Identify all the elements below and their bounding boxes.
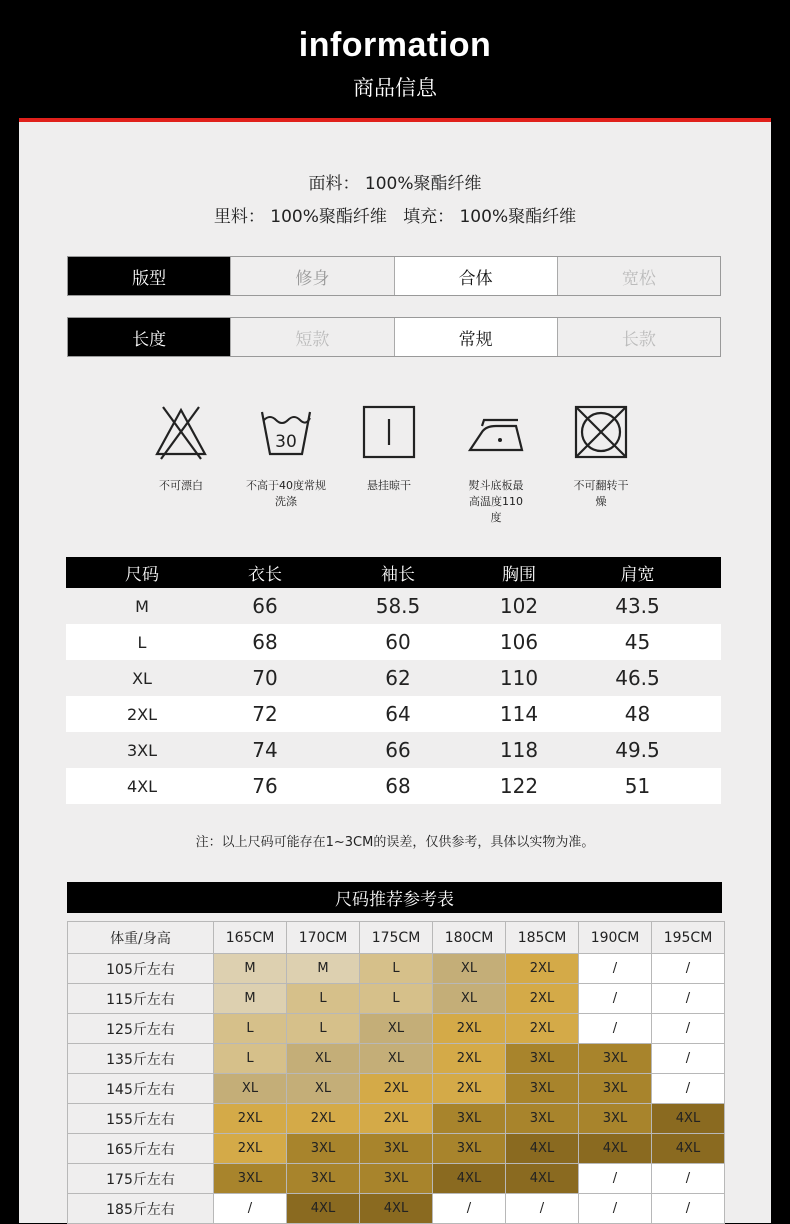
size-cell: /	[652, 1194, 725, 1224]
care-label: 不高于40度常规洗涤	[246, 479, 326, 508]
size-cell: 2XL	[433, 1074, 506, 1104]
header-cell: 尺码	[125, 565, 159, 585]
length-option-regular: 常规	[394, 318, 557, 356]
table-cell: 118	[499, 738, 539, 762]
size-cell: /	[433, 1194, 506, 1224]
size-cell: 3XL	[360, 1134, 433, 1164]
table-cell: 68	[385, 774, 411, 798]
length-option-short: 短款	[230, 318, 393, 356]
size-cell: /	[652, 1014, 725, 1044]
header-cell: 袖长	[381, 565, 415, 585]
size-cell: 2XL	[433, 1014, 506, 1044]
table-row	[66, 660, 721, 696]
size-cell: XL	[214, 1074, 287, 1104]
size-cell: 3XL	[433, 1134, 506, 1164]
table-row	[68, 1194, 725, 1224]
size-cell: 2XL	[506, 954, 579, 984]
page-subtitle: 商品信息	[353, 76, 437, 100]
size-cell: 3XL	[506, 1104, 579, 1134]
size-cell: 2XL	[506, 984, 579, 1014]
size-cell: 4XL	[360, 1194, 433, 1224]
size-cell: 3XL	[506, 1044, 579, 1074]
height-header: 175CM	[360, 922, 433, 954]
table-cell: 106	[499, 630, 539, 654]
size-cell: /	[652, 1074, 725, 1104]
table-row	[68, 1074, 725, 1104]
care-label: 不可漂白	[159, 479, 203, 492]
corner-cell: 体重/身高	[68, 922, 214, 954]
size-cell: /	[652, 984, 725, 1014]
size-cell: 4XL	[287, 1194, 360, 1224]
weight-label: 185斤左右	[68, 1194, 214, 1224]
care-item	[141, 402, 221, 494]
size-cell: 3XL	[506, 1074, 579, 1104]
header-cell: 肩宽	[620, 565, 655, 585]
care-item	[561, 402, 641, 510]
table-row	[68, 1164, 725, 1194]
fit-label: 版型	[68, 257, 230, 295]
size-cell: 4XL	[652, 1104, 725, 1134]
weight-label: 105斤左右	[68, 954, 214, 984]
height-header: 165CM	[214, 922, 287, 954]
size-cell: XL	[360, 1014, 433, 1044]
table-cell: 49.5	[615, 738, 660, 762]
size-cell: 3XL	[287, 1134, 360, 1164]
no-tumble-dry-icon	[571, 402, 631, 462]
size-cell: M	[287, 954, 360, 984]
table-cell: 64	[385, 702, 411, 726]
size-cell: XL	[360, 1044, 433, 1074]
fit-selector	[67, 256, 721, 296]
weight-label: 165斤左右	[68, 1134, 214, 1164]
material-line-2: 里料： 100%聚酯纤维 填充： 100%聚酯纤维	[213, 207, 577, 227]
table-cell: 51	[624, 774, 651, 798]
size-cell: L	[214, 1044, 287, 1074]
size-cell: 4XL	[652, 1134, 725, 1164]
recommend-title: 尺码推荐参考表	[67, 882, 722, 913]
weight-label: 125斤左右	[68, 1014, 214, 1044]
table-row	[68, 1104, 725, 1134]
fit-option-loose: 宽松	[557, 257, 720, 295]
size-note: 注：以上尺码可能存在1~3CM的误差，仅供参考，具体以实物为准。	[195, 835, 595, 850]
header-bar	[0, 0, 790, 118]
size-cell: 3XL	[579, 1044, 652, 1074]
table-cell: 62	[385, 666, 411, 690]
table-cell: 2XL	[126, 704, 158, 724]
table-cell: 3XL	[126, 740, 158, 760]
size-cell: 3XL	[214, 1164, 287, 1194]
size-cell: L	[287, 1014, 360, 1044]
size-cell: 4XL	[579, 1134, 652, 1164]
size-cell: 3XL	[579, 1104, 652, 1134]
weight-label: 135斤左右	[68, 1044, 214, 1074]
size-cell: M	[214, 984, 287, 1014]
size-cell: 2XL	[360, 1104, 433, 1134]
recommend-header-row	[68, 922, 725, 954]
table-cell: 43.5	[615, 594, 660, 618]
table-row	[68, 1044, 725, 1074]
length-label: 长度	[68, 318, 230, 356]
size-cell: 4XL	[433, 1164, 506, 1194]
table-cell: 4XL	[126, 776, 158, 796]
length-option-long: 长款	[557, 318, 720, 356]
size-cell: /	[652, 1044, 725, 1074]
size-cell: 3XL	[433, 1104, 506, 1134]
wash-30-icon	[256, 402, 316, 462]
height-header: 185CM	[506, 922, 579, 954]
table-cell: 46.5	[615, 666, 660, 690]
size-cell: 4XL	[506, 1134, 579, 1164]
size-cell: /	[579, 954, 652, 984]
size-cell: XL	[287, 1074, 360, 1104]
table-cell: 76	[252, 774, 278, 798]
table-row	[66, 624, 721, 660]
size-cell: L	[287, 984, 360, 1014]
iron-icon	[466, 402, 526, 462]
size-cell: /	[506, 1194, 579, 1224]
table-cell: 68	[252, 630, 278, 654]
table-cell: 74	[252, 738, 278, 762]
table-row	[66, 768, 721, 804]
fit-option-slim: 修身	[230, 257, 393, 295]
size-cell: XL	[287, 1044, 360, 1074]
size-cell: /	[652, 1164, 725, 1194]
size-cell: /	[579, 1164, 652, 1194]
page-title: information	[298, 26, 492, 64]
size-cell: L	[360, 984, 433, 1014]
table-row	[66, 696, 721, 732]
size-cell: 3XL	[579, 1074, 652, 1104]
care-label: 熨斗底板最高温度110度	[468, 479, 524, 524]
size-cell: 2XL	[287, 1104, 360, 1134]
table-cell: 48	[624, 702, 651, 726]
table-row	[66, 732, 721, 768]
table-row	[68, 1134, 725, 1164]
size-cell: /	[579, 1014, 652, 1044]
table-cell: 66	[385, 738, 411, 762]
recommend-body	[68, 954, 725, 1224]
care-item	[456, 402, 536, 526]
weight-label: 155斤左右	[68, 1104, 214, 1134]
length-selector	[67, 317, 721, 357]
table-cell: 114	[499, 702, 539, 726]
size-cell: L	[214, 1014, 287, 1044]
table-cell: 72	[252, 702, 278, 726]
size-cell: 2XL	[506, 1014, 579, 1044]
table-cell: 110	[499, 666, 539, 690]
size-cell: XL	[433, 984, 506, 1014]
size-recommend-table	[67, 921, 725, 1224]
size-cell: 2XL	[433, 1044, 506, 1074]
wash-temp: 30	[275, 432, 297, 452]
weight-label: 115斤左右	[68, 984, 214, 1014]
table-cell: XL	[132, 668, 152, 688]
size-cell: L	[360, 954, 433, 984]
table-row	[68, 1014, 725, 1044]
table-row	[68, 984, 725, 1014]
care-item	[349, 402, 429, 494]
care-label: 不可翻转干燥	[573, 479, 629, 508]
table-cell: 45	[624, 630, 651, 654]
height-header: 180CM	[433, 922, 506, 954]
size-cell: 2XL	[214, 1104, 287, 1134]
size-cell: /	[579, 984, 652, 1014]
hang-dry-icon	[359, 402, 419, 462]
no-bleach-icon	[151, 402, 211, 462]
size-cell: 4XL	[506, 1164, 579, 1194]
table-cell: 102	[499, 594, 539, 618]
table-row	[68, 954, 725, 984]
table-cell: 122	[499, 774, 539, 798]
size-cell: /	[214, 1194, 287, 1224]
care-label: 悬挂晾干	[367, 479, 411, 492]
weight-label: 145斤左右	[68, 1074, 214, 1104]
table-cell: 60	[385, 630, 411, 654]
height-header: 190CM	[579, 922, 652, 954]
table-cell: 70	[252, 666, 278, 690]
size-table	[66, 557, 721, 804]
size-table-header	[66, 557, 721, 588]
height-header: 170CM	[287, 922, 360, 954]
size-cell: 3XL	[287, 1164, 360, 1194]
table-cell: L	[137, 632, 147, 652]
care-item	[246, 402, 326, 510]
table-cell: 58.5	[375, 594, 421, 618]
table-cell: M	[135, 596, 149, 616]
table-cell: 66	[252, 594, 278, 618]
size-cell: M	[214, 954, 287, 984]
size-cell: /	[652, 954, 725, 984]
size-cell: /	[579, 1194, 652, 1224]
weight-label: 175斤左右	[68, 1164, 214, 1194]
size-cell: 2XL	[360, 1074, 433, 1104]
size-cell: 3XL	[360, 1164, 433, 1194]
table-row	[66, 588, 721, 624]
header-cell: 胸围	[502, 565, 536, 585]
material-line-1: 面料： 100%聚酯纤维	[308, 174, 482, 194]
size-cell: XL	[433, 954, 506, 984]
height-header: 195CM	[652, 922, 725, 954]
fit-option-regular: 合体	[394, 257, 557, 295]
header-cell: 衣长	[248, 565, 282, 585]
size-cell: 2XL	[214, 1134, 287, 1164]
